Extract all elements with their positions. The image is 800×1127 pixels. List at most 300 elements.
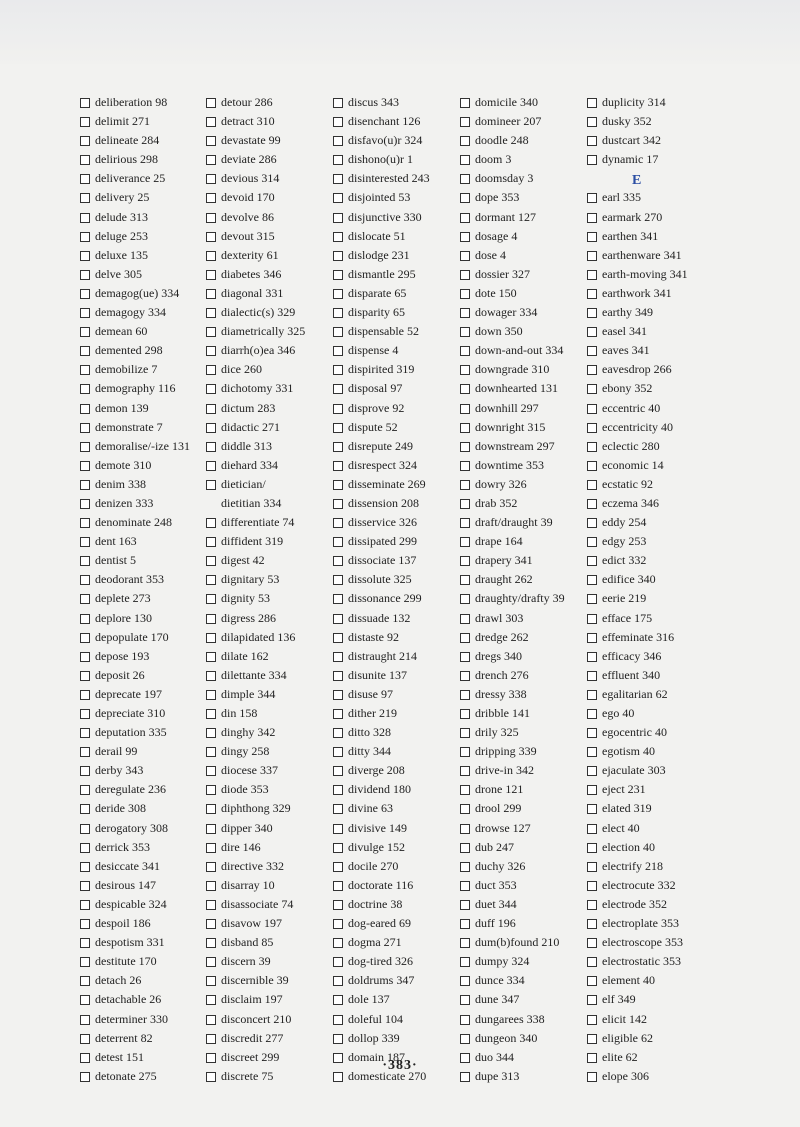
checkbox-icon[interactable] [206, 480, 216, 490]
checkbox-icon[interactable] [587, 193, 597, 203]
word-text: eccentric 40 [602, 400, 661, 415]
checkbox-icon[interactable] [80, 995, 90, 1005]
checkbox-icon[interactable] [80, 824, 90, 834]
word-text: dune 347 [475, 992, 520, 1007]
checkbox-icon[interactable] [460, 155, 470, 165]
checkbox-icon[interactable] [460, 404, 470, 414]
checkbox-icon[interactable] [333, 270, 343, 280]
checkbox-icon[interactable] [80, 537, 90, 547]
checkbox-icon[interactable] [80, 213, 90, 223]
checkbox-icon[interactable] [80, 98, 90, 108]
word-entry [206, 992, 334, 1011]
checkbox-icon[interactable] [460, 346, 470, 356]
checkbox-icon[interactable] [333, 709, 343, 719]
checkbox-icon[interactable] [587, 594, 597, 604]
checkbox-icon[interactable] [460, 1015, 470, 1025]
word-entry [460, 611, 588, 630]
checkbox-icon[interactable] [587, 709, 597, 719]
checkbox-icon[interactable] [460, 442, 470, 452]
checkbox-icon[interactable] [460, 136, 470, 146]
checkbox-icon[interactable] [80, 709, 90, 719]
checkbox-icon[interactable] [333, 289, 343, 299]
checkbox-icon[interactable] [206, 518, 216, 528]
checkbox-icon[interactable] [206, 843, 216, 853]
checkbox-icon[interactable] [587, 728, 597, 738]
checkbox-icon[interactable] [206, 461, 216, 471]
checkbox-icon[interactable] [206, 919, 216, 929]
word-text: earth-moving 341 [602, 266, 688, 281]
checkbox-icon[interactable] [333, 633, 343, 643]
checkbox-icon[interactable] [333, 1034, 343, 1044]
checkbox-icon[interactable] [80, 690, 90, 700]
checkbox-icon[interactable] [206, 824, 216, 834]
checkbox-icon[interactable] [80, 614, 90, 624]
checkbox-icon[interactable] [80, 785, 90, 795]
checkbox-icon[interactable] [587, 499, 597, 509]
checkbox-icon[interactable] [587, 327, 597, 337]
checkbox-icon[interactable] [587, 881, 597, 891]
checkbox-icon[interactable] [206, 213, 216, 223]
checkbox-icon[interactable] [460, 900, 470, 910]
checkbox-icon[interactable] [587, 843, 597, 853]
checkbox-icon[interactable] [80, 327, 90, 337]
checkbox-icon[interactable] [460, 117, 470, 127]
word-entry [206, 897, 334, 916]
checkbox-icon[interactable] [333, 995, 343, 1005]
checkbox-icon[interactable] [333, 346, 343, 356]
checkbox-icon[interactable] [587, 556, 597, 566]
checkbox-icon[interactable] [333, 423, 343, 433]
checkbox-icon[interactable] [80, 461, 90, 471]
checkbox-icon[interactable] [587, 995, 597, 1005]
checkbox-icon[interactable] [587, 423, 597, 433]
checkbox-icon[interactable] [333, 308, 343, 318]
checkbox-icon[interactable] [587, 747, 597, 757]
checkbox-icon[interactable] [460, 537, 470, 547]
checkbox-icon[interactable] [333, 155, 343, 165]
checkbox-icon[interactable] [80, 423, 90, 433]
checkbox-icon[interactable] [333, 652, 343, 662]
checkbox-icon[interactable] [460, 614, 470, 624]
checkbox-icon[interactable] [587, 308, 597, 318]
checkbox-icon[interactable] [206, 136, 216, 146]
word-text: deregulate 236 [95, 782, 166, 797]
checkbox-icon[interactable] [460, 995, 470, 1005]
checkbox-icon[interactable] [460, 575, 470, 585]
word-text: dividend 180 [348, 782, 411, 797]
word-entry [206, 286, 334, 305]
checkbox-icon[interactable] [587, 900, 597, 910]
checkbox-icon[interactable] [333, 900, 343, 910]
word-entry [206, 821, 334, 840]
checkbox-icon[interactable] [206, 423, 216, 433]
checkbox-icon[interactable] [80, 384, 90, 394]
word-entry [80, 439, 208, 458]
checkbox-icon[interactable] [333, 785, 343, 795]
checkbox-icon[interactable] [587, 404, 597, 414]
checkbox-icon[interactable] [80, 155, 90, 165]
word-text: deviate 286 [221, 152, 277, 167]
checkbox-icon[interactable] [333, 614, 343, 624]
checkbox-icon[interactable] [80, 575, 90, 585]
word-entry [460, 992, 588, 1011]
checkbox-icon[interactable] [206, 327, 216, 337]
column-4 [460, 95, 588, 1088]
checkbox-icon[interactable] [206, 251, 216, 261]
checkbox-icon[interactable] [587, 461, 597, 471]
checkbox-icon[interactable] [460, 499, 470, 509]
checkbox-icon[interactable] [587, 155, 597, 165]
checkbox-icon[interactable] [80, 193, 90, 203]
checkbox-icon[interactable] [80, 308, 90, 318]
checkbox-icon[interactable] [333, 690, 343, 700]
checkbox-icon[interactable] [80, 881, 90, 891]
checkbox-icon[interactable] [80, 442, 90, 452]
checkbox-icon[interactable] [460, 270, 470, 280]
checkbox-icon[interactable] [206, 690, 216, 700]
checkbox-icon[interactable] [587, 938, 597, 948]
checkbox-icon[interactable] [333, 174, 343, 184]
checkbox-icon[interactable] [333, 804, 343, 814]
checkbox-icon[interactable] [206, 289, 216, 299]
checkbox-icon[interactable] [460, 881, 470, 891]
word-entry [587, 534, 715, 553]
checkbox-icon[interactable] [587, 480, 597, 490]
checkbox-icon[interactable] [80, 1034, 90, 1044]
checkbox-icon[interactable] [587, 1015, 597, 1025]
checkbox-icon[interactable] [460, 232, 470, 242]
word-entry [587, 611, 715, 630]
checkbox-icon[interactable] [80, 633, 90, 643]
word-entry [333, 649, 461, 668]
checkbox-icon[interactable] [80, 957, 90, 967]
checkbox-icon[interactable] [587, 976, 597, 986]
word-entry [333, 210, 461, 229]
checkbox-icon[interactable] [333, 575, 343, 585]
checkbox-icon[interactable] [80, 289, 90, 299]
checkbox-icon[interactable] [587, 537, 597, 547]
checkbox-icon[interactable] [587, 575, 597, 585]
checkbox-icon[interactable] [460, 862, 470, 872]
checkbox-icon[interactable] [206, 881, 216, 891]
checkbox-icon[interactable] [80, 232, 90, 242]
word-text: dowry 326 [475, 476, 527, 491]
checkbox-icon[interactable] [80, 174, 90, 184]
checkbox-icon[interactable] [460, 174, 470, 184]
checkbox-icon[interactable] [80, 556, 90, 566]
checkbox-icon[interactable] [206, 995, 216, 1005]
checkbox-icon[interactable] [206, 308, 216, 318]
checkbox-icon[interactable] [460, 365, 470, 375]
checkbox-icon[interactable] [333, 862, 343, 872]
checkbox-icon[interactable] [460, 652, 470, 662]
checkbox-icon[interactable] [460, 957, 470, 967]
checkbox-icon[interactable] [80, 518, 90, 528]
checkbox-icon[interactable] [80, 938, 90, 948]
checkbox-icon[interactable] [80, 652, 90, 662]
checkbox-icon[interactable] [206, 193, 216, 203]
checkbox-icon[interactable] [206, 862, 216, 872]
checkbox-icon[interactable] [333, 193, 343, 203]
checkbox-icon[interactable] [460, 766, 470, 776]
word-text: dose 4 [475, 247, 506, 262]
word-text: dumpy 324 [475, 954, 530, 969]
checkbox-icon[interactable] [206, 671, 216, 681]
checkbox-icon[interactable] [206, 98, 216, 108]
word-entry [206, 611, 334, 630]
checkbox-icon[interactable] [587, 365, 597, 375]
checkbox-icon[interactable] [587, 117, 597, 127]
checkbox-icon[interactable] [460, 1034, 470, 1044]
checkbox-icon[interactable] [80, 480, 90, 490]
checkbox-icon[interactable] [460, 804, 470, 814]
checkbox-icon[interactable] [460, 728, 470, 738]
word-text: discern 39 [221, 954, 271, 969]
checkbox-icon[interactable] [333, 461, 343, 471]
checkbox-icon[interactable] [80, 117, 90, 127]
word-text: disarray 10 [221, 877, 275, 892]
checkbox-icon[interactable] [587, 690, 597, 700]
checkbox-icon[interactable] [333, 136, 343, 146]
word-text: digress 286 [221, 610, 276, 625]
checkbox-icon[interactable] [333, 327, 343, 337]
checkbox-icon[interactable] [206, 365, 216, 375]
checkbox-icon[interactable] [460, 251, 470, 261]
checkbox-icon[interactable] [333, 766, 343, 776]
checkbox-icon[interactable] [587, 270, 597, 280]
checkbox-icon[interactable] [460, 671, 470, 681]
checkbox-icon[interactable] [333, 728, 343, 738]
word-text: elf 349 [602, 992, 636, 1007]
checkbox-icon[interactable] [460, 843, 470, 853]
checkbox-icon[interactable] [587, 289, 597, 299]
checkbox-icon[interactable] [333, 499, 343, 509]
checkbox-icon[interactable] [80, 136, 90, 146]
checkbox-icon[interactable] [460, 461, 470, 471]
checkbox-icon[interactable] [206, 594, 216, 604]
checkbox-icon[interactable] [587, 824, 597, 834]
checkbox-icon[interactable] [460, 193, 470, 203]
checkbox-icon[interactable] [587, 652, 597, 662]
checkbox-icon[interactable] [587, 136, 597, 146]
checkbox-icon[interactable] [333, 881, 343, 891]
checkbox-icon[interactable] [206, 174, 216, 184]
checkbox-icon[interactable] [206, 804, 216, 814]
word-entry [80, 362, 208, 381]
checkbox-icon[interactable] [460, 518, 470, 528]
word-text: divisive 149 [348, 820, 407, 835]
checkbox-icon[interactable] [80, 804, 90, 814]
word-text: deliverance 25 [95, 171, 166, 186]
word-text: draught 262 [475, 572, 533, 587]
checkbox-icon[interactable] [333, 404, 343, 414]
checkbox-icon[interactable] [333, 976, 343, 986]
checkbox-icon[interactable] [587, 862, 597, 872]
checkbox-icon[interactable] [587, 766, 597, 776]
checkbox-icon[interactable] [333, 251, 343, 261]
word-text: dire 146 [221, 839, 261, 854]
checkbox-icon[interactable] [80, 671, 90, 681]
word-text: delve 305 [95, 266, 142, 281]
checkbox-icon[interactable] [206, 1034, 216, 1044]
checkbox-icon[interactable] [460, 384, 470, 394]
checkbox-icon[interactable] [80, 594, 90, 604]
word-entry [460, 477, 588, 496]
checkbox-icon[interactable] [333, 232, 343, 242]
checkbox-icon[interactable] [587, 518, 597, 528]
word-text: electroplate 353 [602, 916, 679, 931]
checkbox-icon[interactable] [206, 633, 216, 643]
checkbox-icon[interactable] [587, 346, 597, 356]
checkbox-icon[interactable] [333, 117, 343, 127]
checkbox-icon[interactable] [460, 785, 470, 795]
word-text: dungarees 338 [475, 1011, 545, 1026]
word-entry [333, 534, 461, 553]
word-text: eccentricity 40 [602, 419, 673, 434]
checkbox-icon[interactable] [460, 747, 470, 757]
checkbox-icon[interactable] [80, 404, 90, 414]
checkbox-icon[interactable] [333, 843, 343, 853]
checkbox-icon[interactable] [460, 824, 470, 834]
checkbox-icon[interactable] [80, 843, 90, 853]
checkbox-icon[interactable] [80, 900, 90, 910]
checkbox-icon[interactable] [80, 728, 90, 738]
checkbox-icon[interactable] [587, 98, 597, 108]
checkbox-icon[interactable] [587, 384, 597, 394]
checkbox-icon[interactable] [206, 976, 216, 986]
checkbox-icon[interactable] [206, 384, 216, 394]
checkbox-icon[interactable] [206, 728, 216, 738]
checkbox-icon[interactable] [206, 442, 216, 452]
checkbox-icon[interactable] [587, 785, 597, 795]
checkbox-icon[interactable] [80, 270, 90, 280]
checkbox-icon[interactable] [80, 1015, 90, 1025]
checkbox-icon[interactable] [587, 213, 597, 223]
word-entry [587, 725, 715, 744]
word-text: dunce 334 [475, 973, 525, 988]
checkbox-icon[interactable] [206, 785, 216, 795]
checkbox-icon[interactable] [460, 289, 470, 299]
checkbox-icon[interactable] [206, 747, 216, 757]
checkbox-icon[interactable] [206, 270, 216, 280]
checkbox-icon[interactable] [206, 900, 216, 910]
checkbox-icon[interactable] [80, 365, 90, 375]
checkbox-icon[interactable] [206, 346, 216, 356]
checkbox-icon[interactable] [587, 671, 597, 681]
checkbox-icon[interactable] [206, 556, 216, 566]
checkbox-icon[interactable] [460, 308, 470, 318]
checkbox-icon[interactable] [587, 232, 597, 242]
checkbox-icon[interactable] [333, 671, 343, 681]
checkbox-icon[interactable] [206, 652, 216, 662]
checkbox-icon[interactable] [80, 747, 90, 757]
checkbox-icon[interactable] [333, 957, 343, 967]
checkbox-icon[interactable] [460, 938, 470, 948]
checkbox-icon[interactable] [587, 614, 597, 624]
checkbox-icon[interactable] [587, 442, 597, 452]
checkbox-icon[interactable] [206, 709, 216, 719]
checkbox-icon[interactable] [333, 518, 343, 528]
checkbox-icon[interactable] [206, 938, 216, 948]
word-text: dossier 327 [475, 266, 530, 281]
checkbox-icon[interactable] [333, 442, 343, 452]
checkbox-icon[interactable] [333, 98, 343, 108]
word-text: downhearted 131 [475, 381, 558, 396]
checkbox-icon[interactable] [333, 556, 343, 566]
word-text: disassociate 74 [221, 896, 294, 911]
checkbox-icon[interactable] [587, 1034, 597, 1044]
word-text: ebony 352 [602, 381, 653, 396]
word-text: dislocate 51 [348, 228, 406, 243]
checkbox-icon[interactable] [460, 690, 470, 700]
word-entry [206, 954, 334, 973]
checkbox-icon[interactable] [206, 232, 216, 242]
checkbox-icon[interactable] [80, 766, 90, 776]
checkbox-icon[interactable] [333, 1015, 343, 1025]
checkbox-icon[interactable] [587, 633, 597, 643]
checkbox-icon[interactable] [206, 766, 216, 776]
checkbox-icon[interactable] [333, 747, 343, 757]
checkbox-icon[interactable] [333, 365, 343, 375]
word-text: dice 260 [221, 362, 262, 377]
checkbox-icon[interactable] [460, 98, 470, 108]
checkbox-icon[interactable] [460, 480, 470, 490]
checkbox-icon[interactable] [460, 594, 470, 604]
checkbox-icon[interactable] [206, 404, 216, 414]
word-text: election 40 [602, 839, 655, 854]
checkbox-icon[interactable] [80, 919, 90, 929]
checkbox-icon[interactable] [333, 480, 343, 490]
checkbox-icon[interactable] [206, 1015, 216, 1025]
checkbox-icon[interactable] [80, 976, 90, 986]
checkbox-icon[interactable] [206, 117, 216, 127]
checkbox-icon[interactable] [333, 824, 343, 834]
checkbox-icon[interactable] [460, 213, 470, 223]
word-text: drench 276 [475, 667, 529, 682]
word-entry [460, 229, 588, 248]
checkbox-icon[interactable] [460, 976, 470, 986]
checkbox-icon[interactable] [587, 251, 597, 261]
checkbox-icon[interactable] [587, 804, 597, 814]
checkbox-icon[interactable] [206, 614, 216, 624]
word-text: dissociate 137 [348, 553, 417, 568]
checkbox-icon[interactable] [333, 537, 343, 547]
checkbox-icon[interactable] [333, 594, 343, 604]
checkbox-icon[interactable] [333, 938, 343, 948]
checkbox-icon[interactable] [460, 327, 470, 337]
checkbox-icon[interactable] [333, 384, 343, 394]
checkbox-icon[interactable] [460, 919, 470, 929]
checkbox-icon[interactable] [206, 155, 216, 165]
word-text: docile 270 [348, 858, 399, 873]
checkbox-icon[interactable] [80, 499, 90, 509]
checkbox-icon[interactable] [587, 957, 597, 967]
checkbox-icon[interactable] [206, 957, 216, 967]
checkbox-icon[interactable] [460, 633, 470, 643]
checkbox-icon[interactable] [460, 423, 470, 433]
checkbox-icon[interactable] [80, 862, 90, 872]
checkbox-icon[interactable] [587, 919, 597, 929]
checkbox-icon[interactable] [206, 537, 216, 547]
checkbox-icon[interactable] [80, 251, 90, 261]
checkbox-icon[interactable] [206, 575, 216, 585]
checkbox-icon[interactable] [80, 346, 90, 356]
checkbox-icon[interactable] [333, 213, 343, 223]
checkbox-icon[interactable] [333, 919, 343, 929]
checkbox-icon[interactable] [460, 709, 470, 719]
word-entry [587, 954, 715, 973]
checkbox-icon[interactable] [460, 556, 470, 566]
